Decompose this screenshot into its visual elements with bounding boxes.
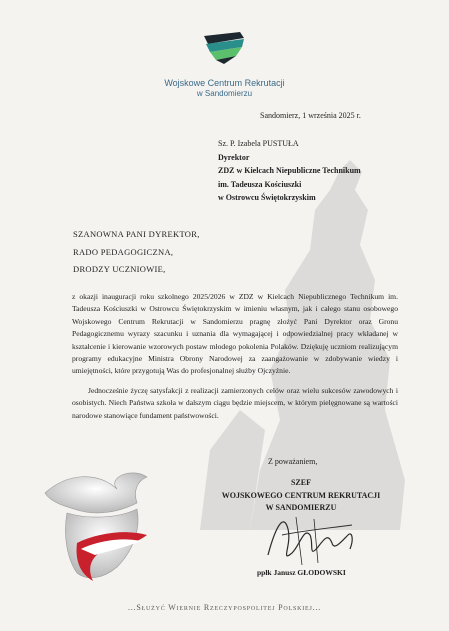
wcr-logo-icon — [196, 30, 252, 64]
addressee-block — [218, 137, 361, 205]
addressee-school-line2: im. Tadeusza Kościuszki — [218, 179, 302, 189]
salutation-line1: SZANOWNA PANI DYREKTOR, — [73, 229, 200, 239]
logo-title: Wojskowe Centrum Rekrutacji — [164, 78, 285, 88]
addressee-school-line3: w Ostrowcu Świętokrzyskim — [218, 193, 316, 202]
addressee-name: Sz. P. Izabela PUSTUŁA — [218, 139, 299, 148]
closing-greeting: Z poważaniem, — [268, 457, 318, 466]
addressee-title: Dyrektor — [218, 152, 250, 162]
white-eagle-emblem-icon — [37, 463, 167, 589]
addressee-school-line1: ZDZ w Kielcach Niepubliczne Technikum — [218, 166, 361, 175]
signer-name: ppłk Janusz GŁODOWSKI — [257, 568, 346, 577]
logo-subtitle: w Sandomierzu — [196, 89, 253, 98]
role-line1: SZEF — [290, 478, 311, 487]
handwritten-signature-icon — [262, 505, 358, 571]
salutation-line2: RADO PEDAGOGICZNA, — [73, 246, 174, 257]
salutation-line3: DRODZY UCZNIOWIE, — [73, 264, 166, 274]
footer-motto: ...Służyć Wiernie Rzeczypospolitej Polskiej... — [127, 603, 322, 612]
body-paragraph-1: z okazji inauguracji roku szkolnego 2025/2026 w ZDZ w Kielcach Niepublicznego Technikum im. Tadeusza Kościuszki w Ostrowcu Świętokrzyskim w imieniu własnym, jak i całego stanu osobowego Wojskowego Centrum Rekrutacji w Sandomierzu pragnę złożyć Pani Dyrektor oraz Gronu Pedagogicznemu wyrazy szacunku i uznania dla wymagającej i odpowiedzialnej pracy wkładanej w kształcenie i kierowanie wzorowych postaw młodego pokolenia Polaków. Dziękuję uczniom realizującym programy edukacyjne Ministra Obrony Narodowej za zaangażowanie w zdobywanie wiedzy i umiejętności, które przygotują Was do profesjonalnej służby Ojczyźnie. — [72, 292, 398, 376]
salutation-block — [73, 226, 200, 279]
role-line3: W SANDOMIERZU — [265, 503, 337, 512]
body-paragraph-2: Jednocześnie życzę satysfakcji z realizacji zamierzonych celów oraz wielu sukcesów zawodowych i osobistych. Niech Państwa szkoła w dalszym ciągu będzie miejscem, w którym pielęgnowane są wartości narodowe stanowiące fundament państwowości. — [72, 385, 398, 420]
letter-body — [72, 291, 398, 429]
letter-date: Sandomierz, 1 września 2025 r. — [260, 111, 361, 120]
role-line2: WOJSKOWEGO CENTRUM REKRUTACJI — [221, 490, 381, 500]
